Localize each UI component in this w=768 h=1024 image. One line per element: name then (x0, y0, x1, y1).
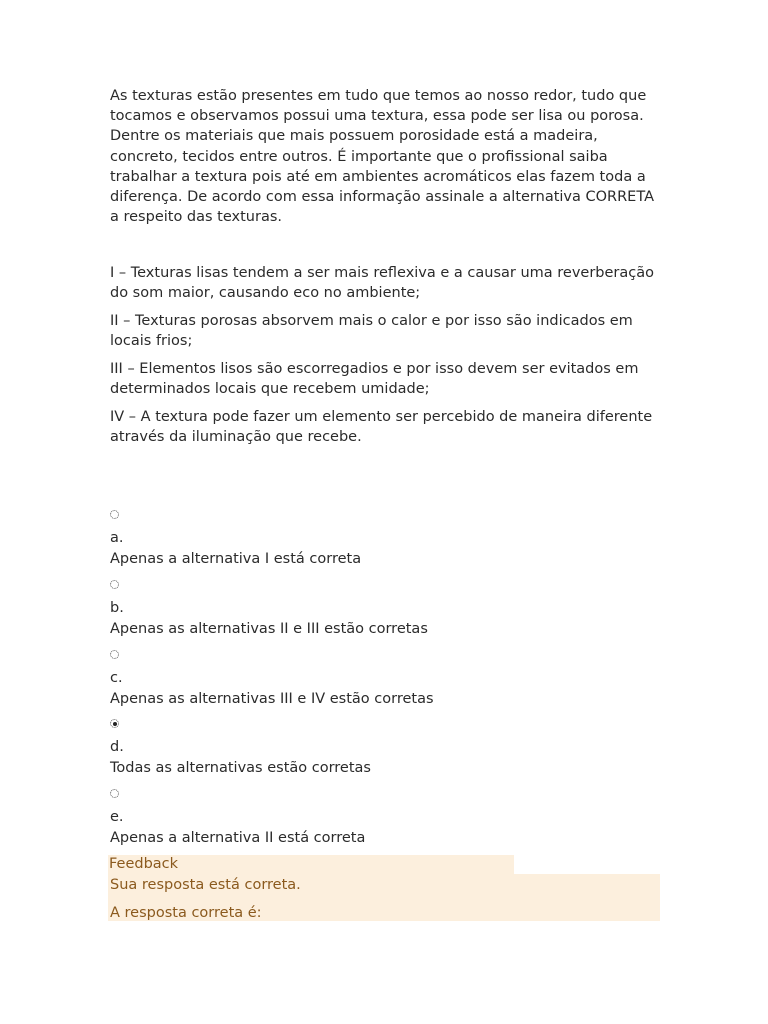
option-label: Apenas a alternativa II está correta (110, 830, 366, 847)
statement-iii: III – Elementos lisos são escorregadios e por isso devem ser evitados em determinados locais que recebem umidade; (110, 360, 639, 398)
statements-list (110, 263, 662, 455)
radio-button-d[interactable] (110, 719, 119, 728)
option-e[interactable] (110, 785, 662, 855)
statement-iv: IV – A textura pode fazer um elemento ser percebido de maneira diferente através da iluminação que recebe. (110, 408, 653, 445)
option-d[interactable] (110, 715, 662, 785)
feedback-title: Feedback (108, 855, 514, 874)
question-text: As texturas estão presentes em tudo que temos ao nosso redor, tudo que tocamos e observamos possui uma textura, essa pode ser lisa ou porosa. Dentre os materiais que mais possuem porosidade está a madeira, concreto, tecidos entre outros. É importante que o profissional saiba trabalhar a textura pois até em ambientes acromáticos elas fazem toda a diferença. De acordo com essa informação assinale a alternativa CORRETA a respeito das texturas. (110, 88, 654, 226)
option-label: Apenas as alternativas II e III estão corretas (110, 620, 428, 637)
statement-ii: II – Texturas porosas absorvem mais o calor e por isso são indicados em locais frios; (110, 312, 633, 350)
option-c[interactable] (110, 646, 662, 716)
feedback-result: Sua resposta está correta. (110, 877, 301, 893)
option-label: Apenas as alternativas III e IV estão corretas (110, 690, 434, 707)
option-letter: e. (110, 809, 124, 826)
radio-button-c[interactable] (110, 650, 119, 659)
feedback-panel (108, 874, 660, 921)
radio-selected-dot-icon (113, 722, 117, 726)
option-letter: a. (110, 530, 124, 546)
feedback-answer-label: A resposta correta é: (110, 905, 262, 921)
radio-button-b[interactable] (110, 580, 119, 589)
option-letter: b. (110, 599, 124, 616)
radio-button-e[interactable] (110, 789, 119, 798)
option-letter: c. (110, 669, 123, 686)
option-label: Todas as alternativas estão corretas (110, 760, 371, 777)
statement-i: I – Texturas lisas tendem a ser mais reflexiva e a causar uma reverberação do som maior, causando eco no ambiente; (110, 265, 654, 302)
option-a[interactable] (110, 506, 662, 576)
answer-options (110, 506, 662, 855)
option-letter: d. (110, 739, 124, 756)
radio-button-a[interactable] (110, 510, 119, 519)
option-b[interactable] (110, 576, 662, 646)
option-label: Apenas a alternativa I está correta (110, 551, 362, 567)
